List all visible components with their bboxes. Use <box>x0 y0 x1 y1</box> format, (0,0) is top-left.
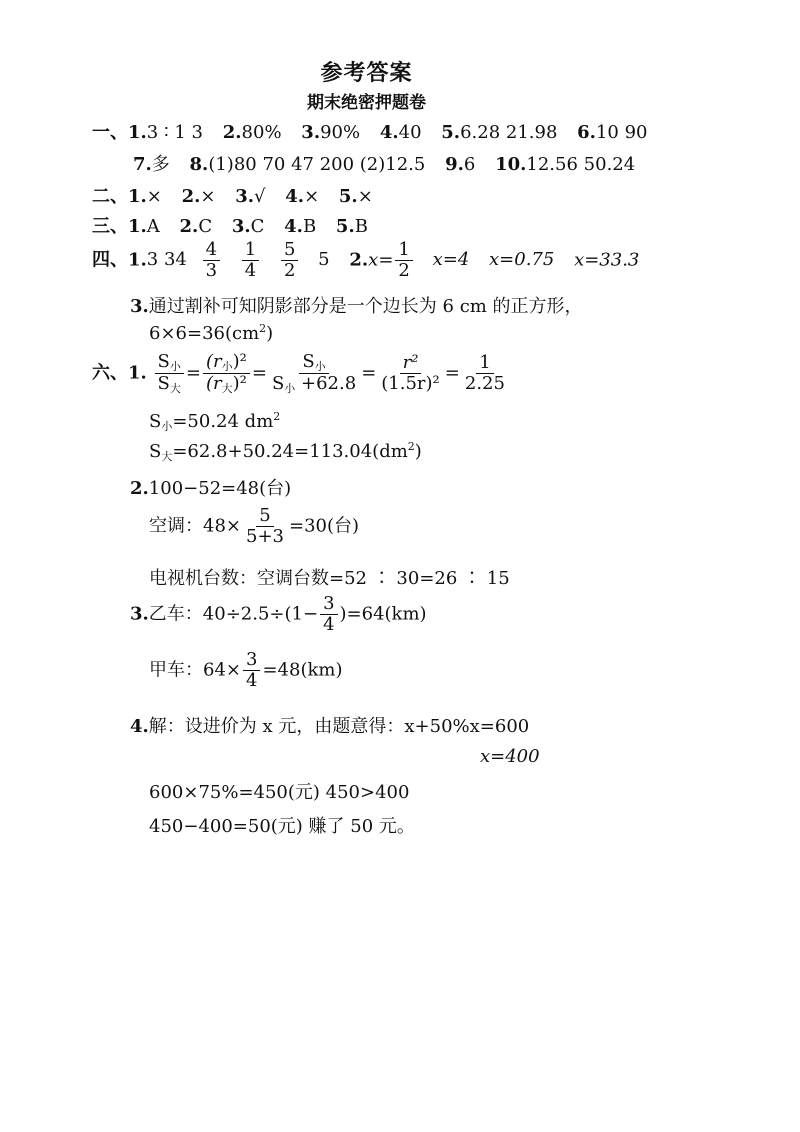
calculation: 空调：48× <box>149 515 241 537</box>
symbol-end: )² <box>232 373 247 395</box>
answer: x=0.75 <box>489 249 555 271</box>
calculation: 100−52=48(台) <box>148 478 292 499</box>
question-number: 1. <box>128 186 147 207</box>
fraction-numerator: 5 <box>256 506 273 527</box>
subscript: 小 <box>284 382 296 396</box>
fraction <box>243 506 287 547</box>
fraction <box>378 353 443 394</box>
section-6-q2-line-2 <box>149 506 359 547</box>
subscript: 小 <box>161 420 173 433</box>
answer: 12.56 50.24 <box>526 154 636 175</box>
fraction <box>281 240 298 281</box>
answer: × <box>357 186 373 207</box>
section-6-q1-line-2 <box>149 410 280 434</box>
fraction-denominator <box>269 374 359 395</box>
symbol: S <box>149 441 162 462</box>
answer: 90% <box>320 122 361 143</box>
answer: 3 34 <box>146 249 187 271</box>
section-6-q1-line-3 <box>149 440 422 464</box>
question-number: 5. <box>338 186 358 207</box>
section-marker: 二、 <box>92 186 128 207</box>
fraction-numerator: 5 <box>281 240 298 261</box>
question-number: 5. <box>335 216 355 237</box>
fraction-denominator: 3 <box>205 259 218 281</box>
section-marker: 三、 <box>92 216 128 237</box>
subscript: 大 <box>161 450 173 463</box>
answer: 10 90 <box>595 122 648 143</box>
answer: 多 <box>151 154 170 175</box>
question-number: 2. <box>222 122 242 143</box>
fraction-denominator: 2 <box>398 259 410 281</box>
answer: (1)80 70 47 200 (2)12.5 <box>208 154 426 175</box>
fraction <box>269 352 359 395</box>
section-1-line-2 <box>133 150 635 176</box>
question-number: 4. <box>379 122 399 143</box>
fraction-denominator: 5+3 <box>246 525 284 547</box>
symbol: (r <box>205 351 222 372</box>
section-marker: 四、 <box>92 249 128 271</box>
calculation: =30(台) <box>289 515 360 537</box>
section-marker: 六、 <box>92 362 128 384</box>
fraction-numerator <box>155 352 184 374</box>
subscript: 小 <box>221 360 233 373</box>
section-3 <box>92 212 368 238</box>
answer: C <box>250 216 265 237</box>
section-4-line-1 <box>92 240 639 281</box>
page-title: 参考答案 <box>320 61 413 86</box>
answer: × <box>304 186 320 207</box>
question-number: 3. <box>231 216 251 237</box>
fraction-denominator: (1.5r)² <box>381 373 440 395</box>
symbol: S <box>302 351 315 372</box>
fraction-numerator <box>299 352 328 374</box>
symbol-end: +62.8 <box>295 373 357 395</box>
calculation: =62.8+50.24=113.04(dm <box>172 441 408 462</box>
answer: × <box>200 186 216 207</box>
subscript: 大 <box>221 382 233 396</box>
fraction-denominator: 4 <box>246 669 258 691</box>
fraction-numerator: 1 <box>242 240 259 261</box>
answer: x=33.3 <box>574 249 640 271</box>
superscript: 2 <box>407 440 415 453</box>
answer: C <box>198 216 213 237</box>
calculation: 甲车：64× <box>149 659 241 681</box>
fraction-denominator: 4 <box>323 613 335 635</box>
fraction <box>155 352 184 395</box>
calculation: =50.24 dm <box>172 411 274 432</box>
fraction-numerator <box>203 352 250 374</box>
question-number: 2. <box>349 249 369 271</box>
subscript: 小 <box>169 360 181 373</box>
question-number: 1. <box>128 362 147 384</box>
calculation: )=64(km) <box>339 603 427 625</box>
fraction <box>203 240 220 281</box>
question-number: 9. <box>445 154 464 175</box>
section-4-q3-line-2 <box>149 322 273 344</box>
section-6-q2-line-3 <box>149 564 510 590</box>
fraction-denominator: 4 <box>244 259 257 281</box>
subscript: 小 <box>314 360 326 373</box>
section-6-q4-line-1 <box>130 712 529 738</box>
fraction-numerator: r² <box>400 353 422 374</box>
question-number: 4. <box>284 216 303 237</box>
section-4-q3-line-1 <box>130 292 583 318</box>
fraction <box>320 594 337 635</box>
equals: = <box>378 249 394 271</box>
variable: x <box>368 249 379 271</box>
fraction-denominator: 2 <box>283 259 296 281</box>
calculation-end: ) <box>414 441 422 462</box>
fraction-numerator: 1 <box>476 353 493 374</box>
answer: √ <box>254 186 266 207</box>
calculation: 解：设进价为 x 元，由题意得：x+50%x=600 <box>148 716 530 737</box>
answer: x=4 <box>432 249 470 271</box>
fraction <box>395 240 412 281</box>
section-6-q3-line-2 <box>149 650 342 691</box>
symbol: S <box>157 373 170 395</box>
symbol: S <box>271 373 285 395</box>
question-number: 2. <box>179 216 199 237</box>
section-6-q2-line-1 <box>130 474 291 500</box>
fraction <box>243 650 260 691</box>
answer: 40 <box>398 122 422 143</box>
section-marker: 一、 <box>92 122 128 143</box>
calculation: 乙车：40÷2.5÷(1− <box>148 603 319 625</box>
question-number: 5. <box>441 122 461 143</box>
question-number: 1. <box>128 249 147 271</box>
question-number: 2. <box>181 186 201 207</box>
fraction-numerator: 3 <box>320 594 337 615</box>
calculation: =48(km) <box>262 659 343 681</box>
section-6-q3-line-1 <box>130 594 427 635</box>
question-number: 3. <box>130 603 149 625</box>
symbol: (r <box>205 373 222 395</box>
question-number: 7. <box>133 154 152 175</box>
fraction <box>203 352 250 395</box>
question-number: 3. <box>301 122 321 143</box>
answer: 6.28 21.98 <box>460 122 558 143</box>
calculation: 6×6=36(cm <box>149 323 260 344</box>
fraction <box>462 353 508 394</box>
fraction-denominator <box>155 374 184 395</box>
answer: 80% <box>241 122 282 143</box>
section-6-q4-line-4 <box>149 812 415 838</box>
calculation: 600×75%=450(元) 450>400 <box>149 782 410 803</box>
question-number: 10. <box>495 154 527 175</box>
superscript: 2 <box>259 322 267 335</box>
question-number: 8. <box>189 154 209 175</box>
fraction-denominator: 2.25 <box>464 373 505 395</box>
answer: 3 ∶ 1 3 <box>146 122 204 143</box>
section-6-q4-line-3 <box>149 778 409 804</box>
subscript: 大 <box>169 382 181 396</box>
superscript: 2 <box>273 410 281 423</box>
page-subtitle: 期末绝密押题卷 <box>307 93 426 113</box>
calculation: 电视机台数：空调台数=52 ∶ 30=26 ∶ 15 <box>149 568 510 589</box>
fraction-denominator <box>203 374 250 395</box>
section-6-q4-line-2 <box>480 746 540 767</box>
question-number: 3. <box>235 186 255 207</box>
symbol: S <box>149 411 162 432</box>
section-6-q1-line-1: 六、1. $\frac{S_小}{S_大}$ = $\frac{(r_小)^2}{(r_大)^2}$ = $\frac{S_小}{S_小 +62.8}$ = $\frac{\text{r²}}{\text{(1.5r)²}}$ = $\frac{1}{2.25}$ <box>92 352 510 395</box>
answer: 5 <box>318 249 330 271</box>
fraction-numerator: 4 <box>203 240 220 261</box>
question-number: 1. <box>128 216 147 237</box>
answer: 6 <box>463 154 476 175</box>
calculation: x=400 <box>480 746 540 767</box>
fraction <box>242 240 259 281</box>
answer: B <box>354 216 368 237</box>
fraction-numerator: 1 <box>395 240 412 261</box>
symbol-end: )² <box>232 351 247 372</box>
answer: A <box>146 216 160 237</box>
question-number: 3. <box>130 296 149 317</box>
question-number: 4. <box>130 716 149 737</box>
question-number: 4. <box>285 186 305 207</box>
question-number: 6. <box>577 122 596 143</box>
fraction-numerator: 3 <box>243 650 260 671</box>
symbol: S <box>157 351 170 372</box>
question-number: 1. <box>128 122 147 143</box>
question-number: 2. <box>130 478 149 499</box>
section-1-line-1 <box>92 118 647 144</box>
section-2 <box>92 182 373 208</box>
answer: × <box>146 186 162 207</box>
calculation-end: ) <box>266 323 274 344</box>
answer: B <box>302 216 317 237</box>
calculation: 450−400=50(元) 赚了 50 元。 <box>149 816 415 837</box>
answer-text: 通过割补可知阴影部分是一个边长为 6 cm 的正方形， <box>148 296 583 317</box>
